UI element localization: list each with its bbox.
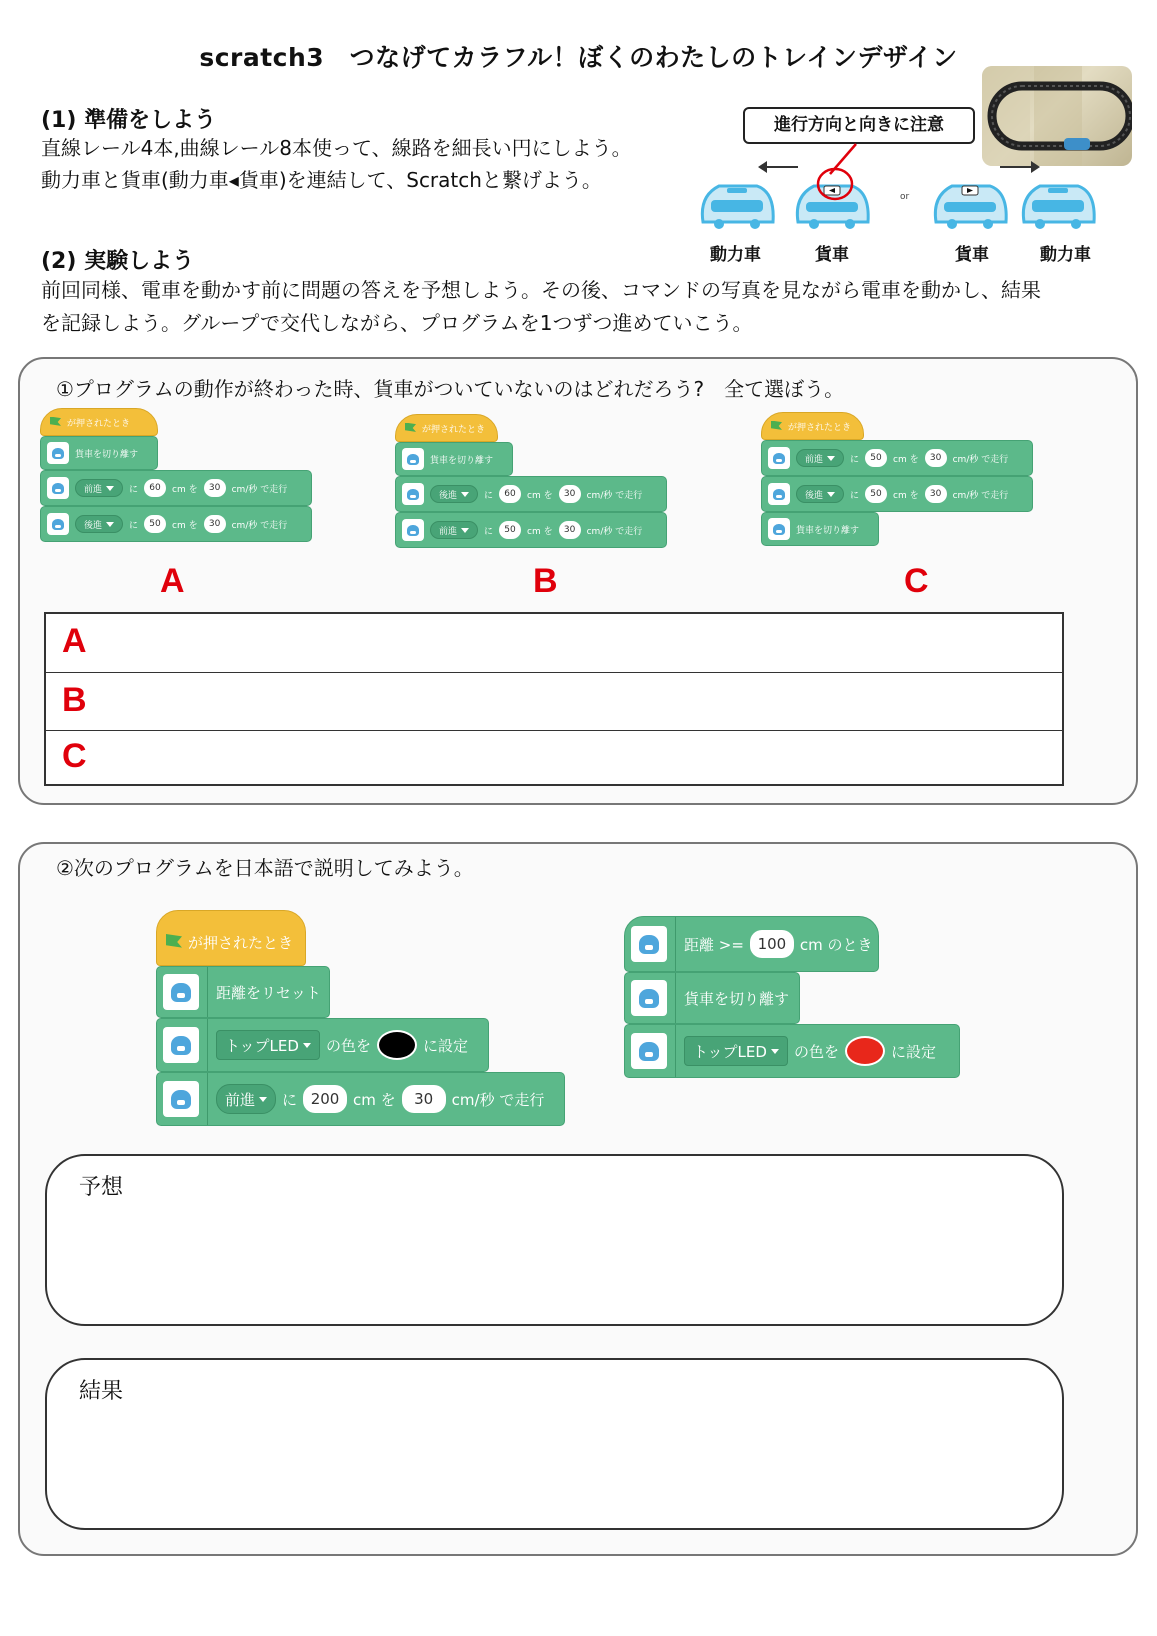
program-a-hat-block: が押されたとき bbox=[40, 408, 158, 436]
direction-dropdown: 前進 bbox=[796, 449, 844, 467]
left-led-block: トップLED の色を に設定 bbox=[156, 1018, 489, 1072]
left-script-hat-block: が押されたとき bbox=[156, 910, 306, 966]
program-a-detach-block: 貨車を切り離す bbox=[40, 436, 158, 470]
section1-line2: 動力車と貨車(動力車◂貨車)を連結して、Scratchと繋げよう。 bbox=[41, 168, 602, 192]
left-arrow-icon bbox=[760, 166, 798, 168]
robot-icon bbox=[402, 483, 424, 505]
robot-icon bbox=[163, 1027, 199, 1063]
distance-value: 50 bbox=[865, 485, 887, 503]
section2-line2: を記録しよう。グループで交代しながら、プログラムを1つずつ進めていこう。 bbox=[41, 311, 753, 335]
car-label-freight-1: 貨車 bbox=[815, 245, 849, 265]
right-led-block: トップLED の色を に設定 bbox=[624, 1024, 960, 1078]
robot-icon bbox=[768, 447, 790, 469]
highlight-circle bbox=[815, 166, 855, 202]
or-label: or bbox=[900, 192, 910, 202]
color-swatch-red bbox=[845, 1036, 885, 1066]
robot-icon bbox=[631, 980, 667, 1016]
speed-value: 30 bbox=[402, 1085, 446, 1113]
section1-heading: (1) 準備をしよう bbox=[41, 108, 217, 133]
section1-line1: 直線レール4本,曲線レール8本使って、線路を細長い円にしよう。 bbox=[41, 136, 632, 160]
robot-icon bbox=[768, 518, 790, 540]
program-b-label: B bbox=[533, 562, 558, 600]
program-c-hat-block: が押されたとき bbox=[761, 412, 864, 440]
speed-value: 30 bbox=[204, 515, 226, 533]
car-label-freight-2: 貨車 bbox=[955, 245, 989, 265]
robot-icon bbox=[768, 483, 790, 505]
robot-icon bbox=[631, 926, 667, 962]
led-dropdown: トップLED bbox=[684, 1036, 788, 1066]
reset-distance-block: 距離をリセット bbox=[156, 966, 330, 1018]
program-a-move-block-1: 前進 に 60 cm を 30 cm/秒 で走行 bbox=[40, 470, 312, 506]
program-b-move-block-2: 前進 に 50 cm を 30 cm/秒 で走行 bbox=[395, 512, 667, 548]
right-detach-block: 貨車を切り離す bbox=[624, 972, 800, 1024]
green-flag-icon bbox=[771, 421, 782, 432]
distance-value: 60 bbox=[144, 479, 166, 497]
answer-table bbox=[44, 612, 1064, 786]
program-c-move-block-2: 後進 に 50 cm を 30 cm/秒 で走行 bbox=[761, 476, 1033, 512]
speed-value: 30 bbox=[925, 449, 947, 467]
robot-icon bbox=[163, 974, 199, 1010]
distance-value: 60 bbox=[499, 485, 521, 503]
answer-row-b[interactable]: B bbox=[46, 673, 1062, 731]
question1-prompt: ①プログラムの動作が終わった時、貨車がついていないのはどれだろう? 全て選ぼう。 bbox=[56, 377, 845, 401]
color-swatch-black bbox=[377, 1030, 417, 1060]
green-flag-icon bbox=[405, 423, 416, 434]
robot-icon bbox=[47, 442, 69, 464]
program-c-detach-block: 貨車を切り離す bbox=[761, 512, 879, 546]
direction-dropdown: 前進 bbox=[75, 479, 123, 497]
answer-row-c[interactable]: C bbox=[62, 737, 87, 775]
prediction-label: 予想 bbox=[79, 1175, 124, 1200]
section2-line1: 前回同様、電車を動かす前に問題の答えを予想しよう。その後、コマンドの写真を見ながら電車を動かし、結果 bbox=[41, 278, 1041, 302]
green-flag-icon bbox=[50, 417, 61, 428]
speed-value: 30 bbox=[204, 479, 226, 497]
robot-icon bbox=[163, 1081, 199, 1117]
distance-threshold: 100 bbox=[750, 930, 794, 958]
speed-value: 30 bbox=[559, 485, 581, 503]
direction-dropdown: 後進 bbox=[430, 485, 478, 503]
power-car-1-icon bbox=[697, 178, 777, 232]
freight-car-2-icon bbox=[930, 178, 1010, 232]
direction-dropdown: 前進 bbox=[216, 1084, 276, 1114]
robot-icon bbox=[402, 519, 424, 541]
left-move-block: 前進 に 200 cm を 30 cm/秒 で走行 bbox=[156, 1072, 565, 1126]
distance-value: 200 bbox=[303, 1085, 347, 1113]
distance-trigger-block: 距離 >= 100 cm のとき bbox=[624, 916, 879, 972]
direction-notice: 進行方向と向きに注意 bbox=[743, 107, 975, 144]
program-b-move-block-1: 後進 に 60 cm を 30 cm/秒 で走行 bbox=[395, 476, 667, 512]
direction-dropdown: 後進 bbox=[75, 515, 123, 533]
distance-value: 50 bbox=[865, 449, 887, 467]
track-photo bbox=[982, 66, 1132, 166]
right-arrow-icon bbox=[1000, 166, 1038, 168]
result-label: 結果 bbox=[79, 1379, 124, 1404]
direction-dropdown: 前進 bbox=[430, 521, 478, 539]
result-box[interactable] bbox=[45, 1358, 1064, 1530]
program-b-hat-block: が押されたとき bbox=[395, 414, 498, 442]
prediction-box[interactable] bbox=[45, 1154, 1064, 1326]
speed-value: 30 bbox=[559, 521, 581, 539]
car-label-power-1: 動力車 bbox=[710, 245, 761, 265]
distance-value: 50 bbox=[144, 515, 166, 533]
program-c-move-block-1: 前進 に 50 cm を 30 cm/秒 で走行 bbox=[761, 440, 1033, 476]
power-car-2-icon bbox=[1018, 178, 1098, 232]
led-dropdown: トップLED bbox=[216, 1030, 320, 1060]
section2-heading: (2) 実験しよう bbox=[41, 249, 195, 274]
distance-value: 50 bbox=[499, 521, 521, 539]
robot-icon bbox=[402, 448, 424, 470]
program-b-detach-block: 貨車を切り離す bbox=[395, 442, 513, 476]
direction-dropdown: 後進 bbox=[796, 485, 844, 503]
robot-icon bbox=[47, 477, 69, 499]
program-c-label: C bbox=[904, 562, 929, 600]
green-flag-icon bbox=[166, 934, 182, 950]
page-title: scratch3 つなげてカラフル！ぼくのわたしのトレインデザイン bbox=[199, 43, 958, 72]
program-a-label: A bbox=[160, 562, 185, 600]
program-a-move-block-2: 後進 に 50 cm を 30 cm/秒 で走行 bbox=[40, 506, 312, 542]
question2-prompt: ②次のプログラムを日本語で説明してみよう。 bbox=[56, 856, 474, 880]
robot-icon bbox=[631, 1033, 667, 1069]
car-label-power-2: 動力車 bbox=[1040, 245, 1091, 265]
answer-row-a[interactable]: A bbox=[46, 614, 1062, 673]
robot-icon bbox=[47, 513, 69, 535]
speed-value: 30 bbox=[925, 485, 947, 503]
